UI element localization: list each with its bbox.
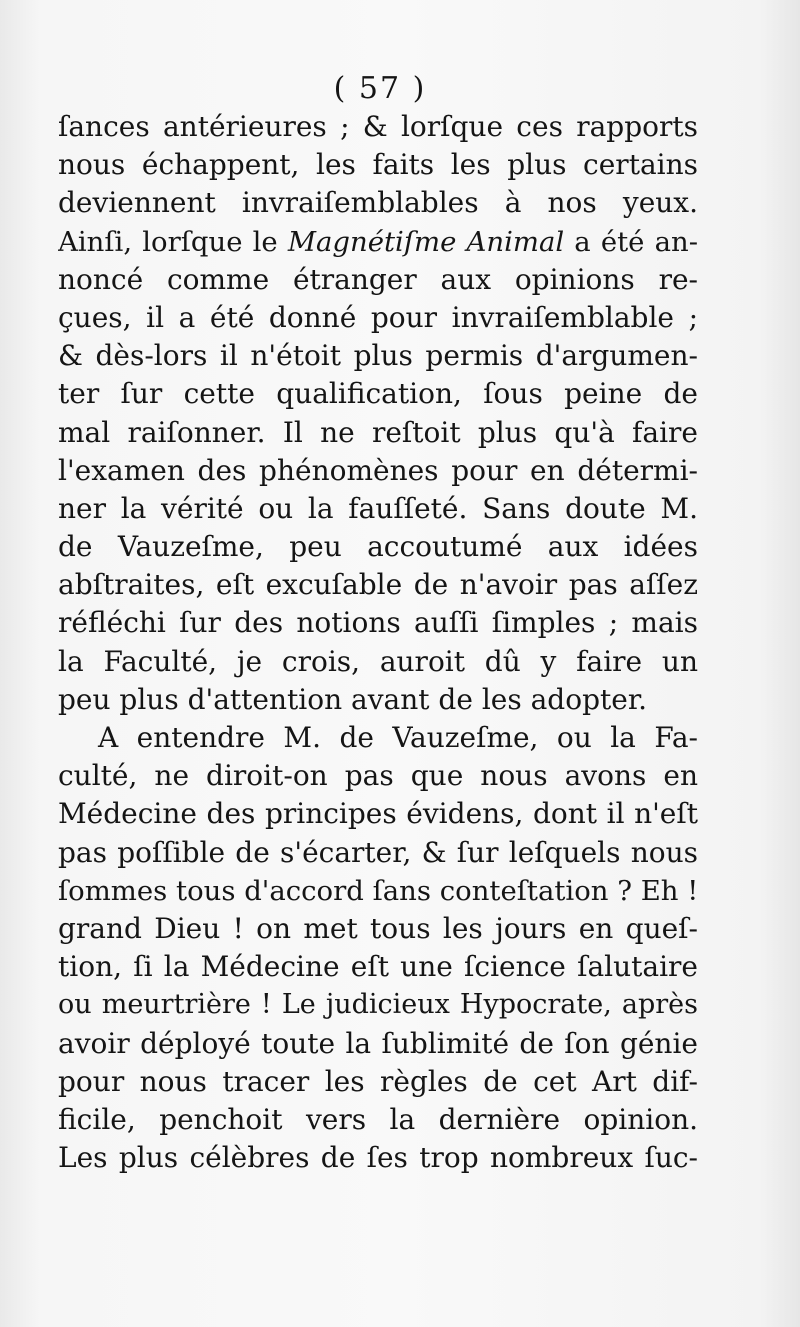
text-line: de Vauzeſme, peu accoutumé aux idées (58, 530, 698, 564)
text-line: deviennent invraiſemblables à nos yeux. (58, 186, 698, 220)
text-line: ſommes tous d'accord ſans conteſtation ? Eh ! (58, 874, 698, 907)
text-line-start: Ainſi, lorſque le (58, 225, 288, 258)
text-line: pour nous tracer les règles de cet Art dif- (58, 1064, 698, 1098)
text-line: l'examen des phénomènes pour en détermi- (58, 453, 698, 487)
text-line-end: a été an- (564, 225, 698, 258)
text-line: çues, il a été donné pour invraiſemblable ; (58, 300, 698, 334)
italic-term: Magnétiſme Animal (287, 225, 565, 258)
page-number: ( 57 ) (333, 71, 427, 106)
text-line: nous échappent, les faits les plus certains (58, 148, 698, 182)
text-line: la Faculté, je crois, auroit dû y faire un (58, 644, 698, 678)
text-line: ſances antérieures ; & lorſque ces rapports (58, 110, 698, 143)
text-line: ner la vérité ou la fauſſeté. Sans doute M. (58, 491, 698, 525)
text-line: Les plus célèbres de ſes trop nombreux ſuc- (58, 1141, 698, 1175)
text-line: grand Dieu ! on met tous les jours en queſ- (58, 911, 698, 945)
text-line: noncé comme étranger aux opinions re- (58, 262, 698, 296)
text-line: mal raiſonner. Il ne reſtoit plus qu'à faire (58, 415, 698, 449)
text-line: ou meurtrière ! Le judicieux Hypocrate, après (58, 989, 698, 1021)
text-line: avoir déployé toute la ſublimité de ſon génie (58, 1026, 698, 1060)
text-line: tion, ſi la Médecine eſt une ſcience ſalutaire (58, 950, 698, 984)
text-line: & dès-lors il n'étoit plus permis d'argumen- (58, 339, 698, 373)
body-text (58, 108, 698, 1177)
text-line: A entendre M. de Vauzeſme, ou la Fa- (98, 721, 698, 754)
text-line (58, 223, 698, 261)
text-line: réfléchi ſur des notions auſſi ſimples ; mais (58, 606, 698, 640)
text-line: abſtraites, eſt excuſable de n'avoir pas aſſez (58, 568, 698, 602)
text-line: peu plus d'attention avant de les adopter. (58, 682, 648, 716)
text-line: Médecine des principes évidens, dont il n'eſt (58, 797, 698, 831)
text-line: ficile, penchoit vers la dernière opinion. (58, 1102, 698, 1136)
text-line: ter ſur cette qualification, ſous peine de (58, 377, 698, 411)
text-line: culté, ne diroit-on pas que nous avons en (58, 759, 698, 793)
text-line: pas poſſible de s'écarter, & ſur leſquels nous (58, 835, 698, 869)
